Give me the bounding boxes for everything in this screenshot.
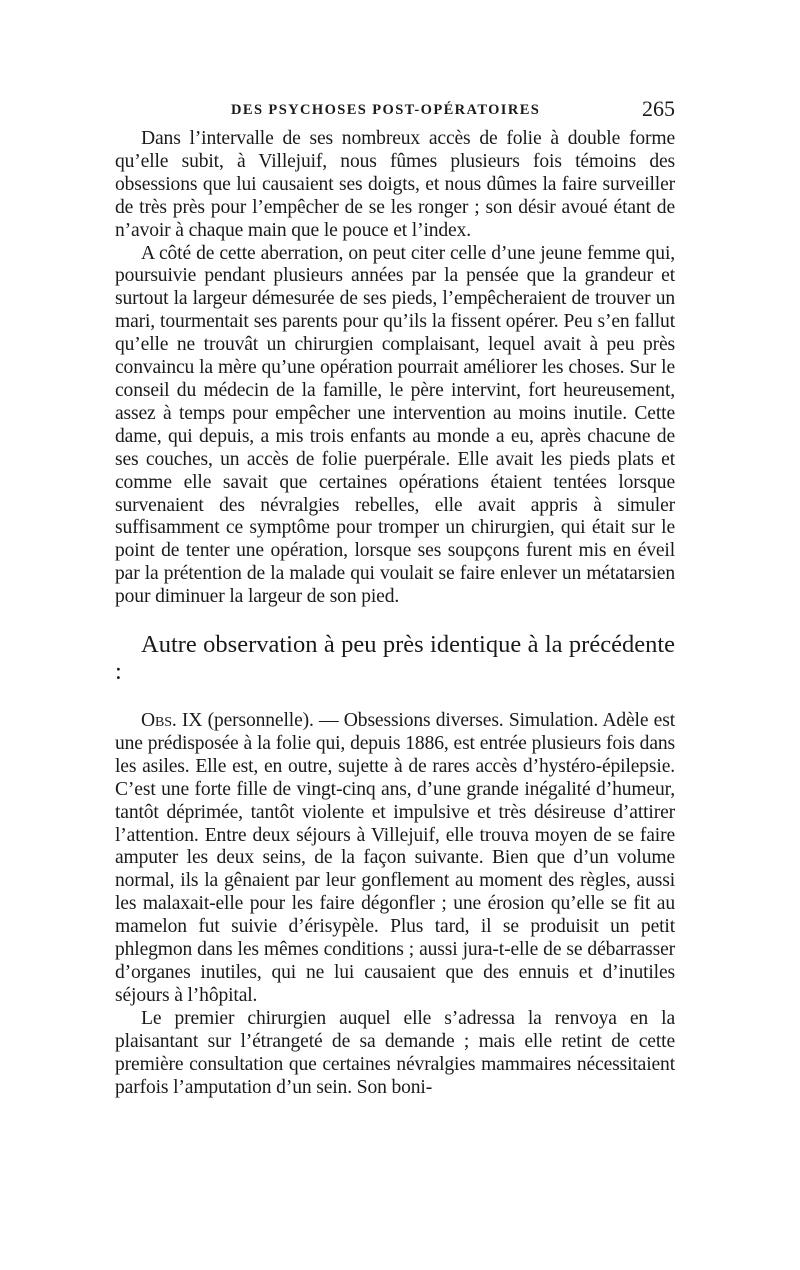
observation-text: (personnelle). — Obsessions diverses. Simulation. Adèle est une prédisposée à la folie qui, depuis 1886, est entrée plusieurs fois dans les asiles. Elle est, en outre, sujette à de rares accès d’hystéro-épilepsie. C’est une forte fille de vingt-cinq ans, d’une grande inégalité d’humeur, tantôt déprimée, tantôt violente et impulsive et très désireuse d’attirer l’attention. Entre deux séjours à Villejuif, elle trouva moyen de se faire amputer les deux seins, de la façon suivante. Bien que d’un volume normal, ils la gênaient par leur gonflement au moment des règles, aussi les malaxait-elle pour les faire dégonfler ; une érosion qu’elle se fit au mamelon fut suivie d’érisypèle. Plus tard, il se produisit un petit phlegmon dans les mêmes conditions ; aussi jura-t-elle de se débarrasser d’organes inutiles, qui ne lui causaient que des ennuis et d’inutiles séjours à l’hôpital.	[115, 710, 675, 1006]
running-title: DES PSYCHOSES POST-OPÉRATOIRES	[231, 102, 541, 118]
paragraph-observation-ix	[115, 710, 675, 1008]
book-page	[115, 96, 675, 1099]
running-head	[115, 96, 675, 122]
page-number: 265	[642, 96, 675, 121]
section-heading: Autre observation à peu près identique à la précédente :	[115, 631, 675, 686]
paragraph-feet-aberration: A côté de cette aberration, on peut citer celle d’une jeune femme qui, poursuivie pendant plusieurs années par la pensée que la grandeur et surtout la largeur démesurée de ses pieds, l’empêcheraient de trouver un mari, tourmentait ses parents pour qu’ils la fissent opérer. Peu s’en fallut qu’elle ne trouvât un chirurgien complaisant, lequel avait à peu près convaincu la mère qu’une opération pourrait améliorer les choses. Sur le conseil du médecin de la famille, le père intervint, fort heureusement, assez à temps pour empêcher une intervention au moins inutile. Cette dame, qui depuis, a mis trois enfants au monde a eu, après chacune de ses couches, un accès de folie puerpérale. Elle avait les pieds plats et comme elle savait que certaines opérations étaient tentées lorsque survenaient des névralgies rebelles, elle avait appris à simuler suffisamment ce symptôme pour tromper un chirurgien, qui était sur le point de tenter une opération, lorsque ses soupçons furent mis en éveil par la prétention de la malade qui voulait se faire enlever un métatarsien pour diminuer la largeur de son pied.	[115, 242, 675, 608]
paragraph-villejuif-fingers: Dans l’intervalle de ses nombreux accès de folie à double forme qu’elle subit, à Villejuif, nous fûmes plusieurs fois témoins des obsessions que lui causaient ses doigts, et nous dûmes la faire surveiller de très près pour l’empêcher de se les ronger ; son désir avoué étant de n’avoir à chaque main que le pouce et l’index.	[115, 128, 675, 241]
observation-label: Obs. IX	[141, 710, 203, 732]
paragraph-first-surgeon: Le premier chirurgien auquel elle s’adressa la renvoya en la plaisantant sur l’étrangeté de sa demande ; mais elle retint de cette première consultation que certaines névralgies mammaires nécessitaient parfois l’amputation d’un sein. Son boni-	[115, 1007, 675, 1098]
